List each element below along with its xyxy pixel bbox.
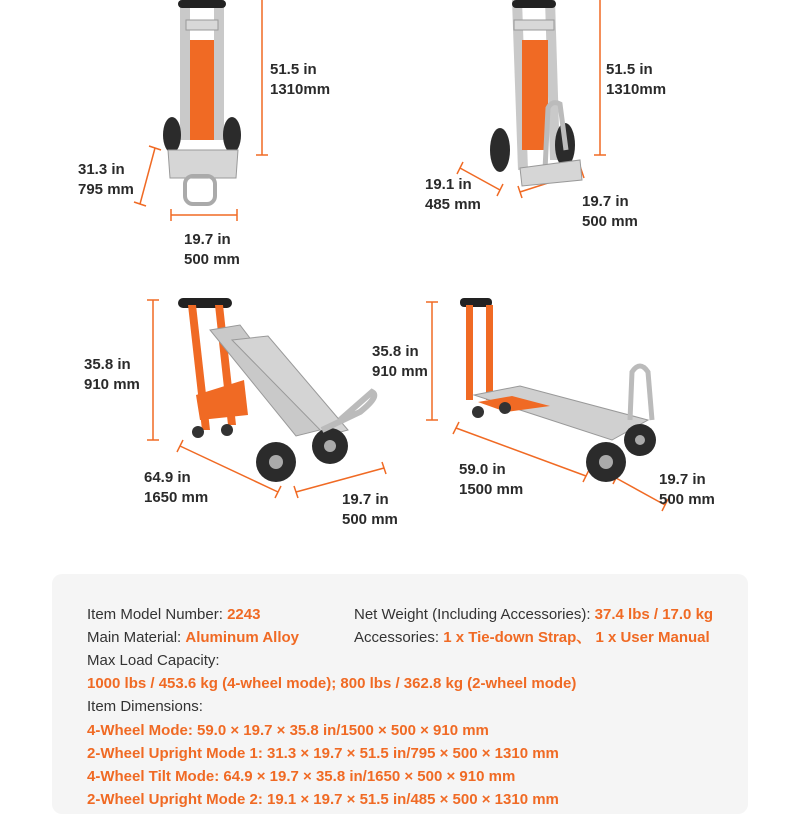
dimension-label: 35.8 in 910 mm [372,343,428,380]
accessories-label: Accessories: [354,629,440,646]
net-weight-value: 37.4 lbs / 17.0 kg [594,606,714,623]
dimension-label: 64.9 in 1650 mm [144,469,209,506]
mode-dimension-item: 2-Wheel Upright Mode 2: 19.1 × 19.7 × 51.5 in/485 × 500 × 1310 mm [87,791,559,808]
model-number-value: 2243 [227,606,261,623]
material-row [87,627,299,649]
net-weight-row [354,604,713,626]
dimension-label: 51.5 in 1310mm [270,61,331,98]
material-value: Aluminum Alloy [185,629,299,646]
dimensions-label: Item Dimensions: [87,698,203,715]
dimension-label: 59.0 in 1500 mm [459,461,524,498]
mode-dimension-item: 4-Wheel Mode: 59.0 × 19.7 × 35.8 in/1500 × 500 × 910 mm [87,722,489,739]
dimension-label: 35.8 in 910 mm [84,356,140,393]
load-capacity-value: 1000 lbs / 453.6 kg (4-wheel mode); 800 lbs / 362.8 kg (2-wheel mode) [87,675,577,692]
accessories-value: 1 x Tie-down Strap、 1 x User Manual [443,629,710,646]
load-capacity-label: Max Load Capacity: [87,652,220,669]
accessories-row [354,627,710,649]
dimension-label: 19.7 in 500 mm [184,231,240,268]
dimension-label: 19.1 in 485 mm [425,176,481,213]
mode-dimension-item: 4-Wheel Tilt Mode: 64.9 × 19.7 × 35.8 in/1650 × 500 × 910 mm [87,768,516,785]
dimension-label: 19.7 in 500 mm [659,471,715,508]
dimension-label: 31.3 in 795 mm [78,161,134,198]
net-weight-label: Net Weight (Including Accessories): [354,606,591,623]
material-label: Main Material: [87,629,182,646]
dimension-label: 19.7 in 500 mm [582,193,638,230]
model-number-label: Item Model Number: [87,606,223,623]
model-number-row [87,604,260,626]
dimension-label: 51.5 in 1310mm [606,61,667,98]
mode-dimension-item: 2-Wheel Upright Mode 1: 31.3 × 19.7 × 51.5 in/795 × 500 × 1310 mm [87,745,559,762]
dimension-label: 19.7 in 500 mm [342,491,398,528]
